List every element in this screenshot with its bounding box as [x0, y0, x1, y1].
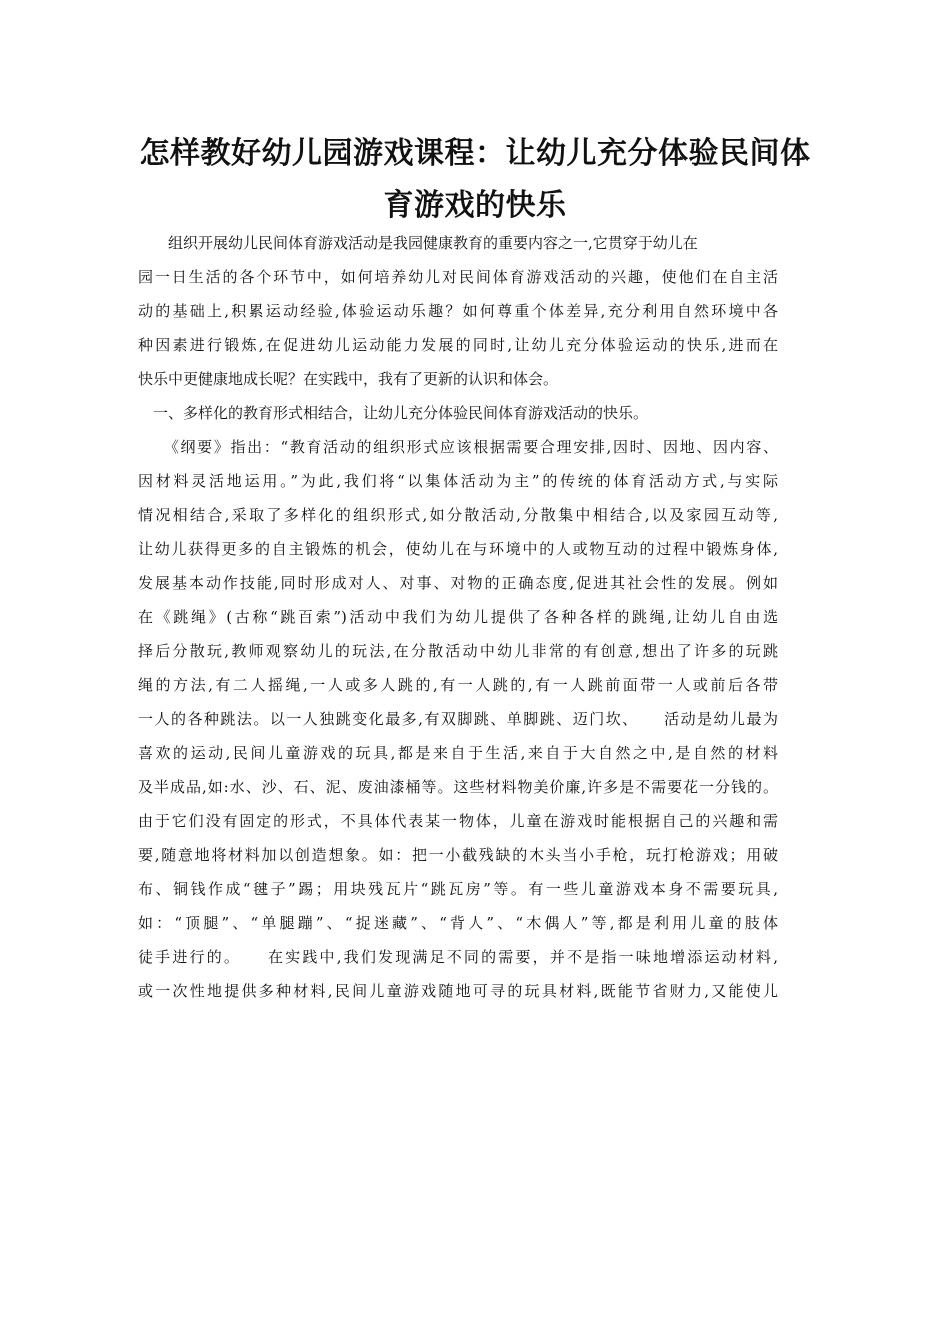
paragraph-line: 或一次性地提供多种材料,民间儿童游戏随地可寻的玩具材料,既能节省财力,又能使儿: [138, 982, 778, 1000]
paragraph-line: 择后分散玩,教师观察幼儿的玩法,在分散活动中幼儿非常的有创意,想出了许多的玩跳: [138, 642, 778, 660]
paragraph-line: 在《跳绳》(古称“跳百索”)活动中我们为幼儿提供了各种各样的跳绳,让幼儿自由选: [138, 608, 778, 626]
paragraph-line: 如：“顶腿”、“单腿蹦”、“捉迷藏”、“背人”、“木偶人”等,都是利用儿童的肢体: [138, 914, 778, 932]
paragraph-line: 动的基础上,积累运动经验,体验运动乐趣？如何尊重个体差异,充分利用自然环境中各: [138, 302, 778, 320]
paragraph-line: 发展基本动作技能,同时形成对人、对事、对物的正确态度,促进其社会性的发展。例如: [138, 574, 778, 592]
paragraph-line: 徒手进行的。 在实践中,我们发现满足不同的需要，并不是指一味地增添运动材料,: [138, 948, 778, 966]
paragraph-line: 《纲要》指出：“教育活动的组织形式应该根据需要合理安排,因时、因地、因内容、: [138, 438, 778, 456]
section-heading: 一、多样化的教育形式相结合，让幼儿充分体验民间体育游戏活动的快乐。: [138, 404, 649, 422]
paragraph-line: 要,随意地将材料加以创造想象。如：把一小截残缺的木头当小手枪，玩打枪游戏；用破: [138, 846, 778, 864]
paragraph-line: 园一日生活的各个环节中，如何培养幼儿对民间体育游戏活动的兴趣，使他们在自主活: [138, 268, 778, 286]
paragraph-line: 组织开展幼儿民间体育游戏活动是我园健康教育的重要内容之一,它贯穿于幼儿在: [138, 234, 698, 252]
title-line: 怎样教好幼儿园游戏课程：让幼儿充分体验民间体: [139, 136, 811, 171]
paragraph-line: 喜欢的运动,民间儿童游戏的玩具,都是来自于生活,来自于大自然之中,是自然的材料: [138, 744, 778, 762]
paragraph-line: 一人的各种跳法。以一人独跳变化最多,有双脚跳、单脚跳、迈门坎、 活动是幼儿最为: [138, 710, 778, 728]
paragraph-line: 布、铜钱作成“毽子”踢；用块残瓦片“跳瓦房”等。有一些儿童游戏本身不需要玩具,: [138, 880, 778, 898]
paragraph-line: 由于它们没有固定的形式，不具体代表某一物体，儿童在游戏时能根据自己的兴趣和需: [138, 812, 778, 830]
document-title: [120, 128, 830, 232]
paragraph-line: 快乐中更健康地成长呢？在实践中，我有了更新的认识和体会。: [138, 370, 559, 388]
paragraph-line: 情况相结合,采取了多样化的组织形式,如分散活动,分散集中相结合,以及家园互动等,: [138, 506, 778, 524]
paragraph-line: 因材料灵活地运用。”为此,我们将“以集体活动为主”的传统的体育活动方式,与实际: [138, 472, 778, 490]
paragraph-line: 绳的方法,有二人摇绳,一人或多人跳的,有一人跳的,有一人跳前面带一人或前后各带: [138, 676, 778, 694]
paragraph-line: 让幼儿获得更多的自主锻炼的机会，使幼儿在与环境中的人或物互动的过程中锻炼身体,: [138, 540, 778, 558]
document-body: [138, 226, 778, 1008]
title-line: 育游戏的快乐: [383, 188, 567, 223]
paragraph-line: 种因素进行锻炼,在促进幼儿运动能力发展的同时,让幼儿充分体验运动的快乐,进而在: [138, 336, 778, 354]
paragraph-line: 及半成品,如:水、沙、石、泥、废油漆桶等。这些材料物美价廉,许多是不需要花一分钱的。: [138, 778, 778, 796]
